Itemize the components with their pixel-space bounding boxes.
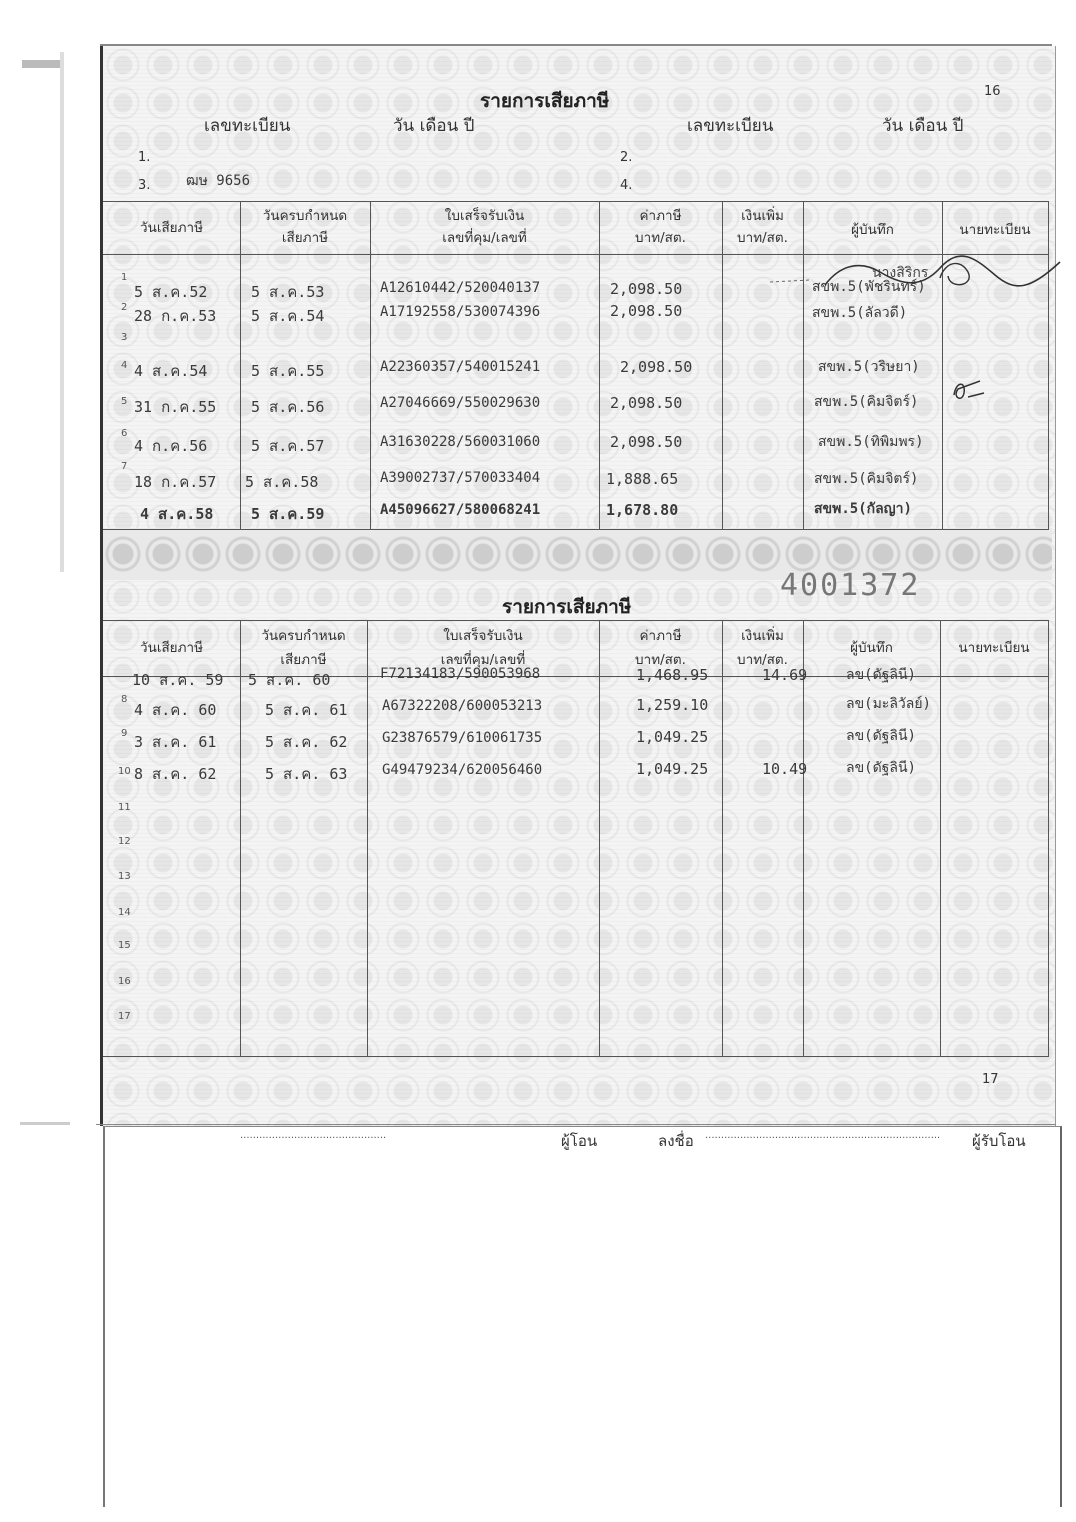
due-date: 5 ส.ค.54 xyxy=(251,307,325,325)
pay-date: 4 ก.ค.56 xyxy=(134,437,208,455)
bottom-col-line xyxy=(803,620,804,1056)
due-date: 5 ส.ค. 61 xyxy=(265,701,348,719)
tax-amount: 2,098.50 xyxy=(610,394,683,412)
top-page-title: รายการเสียภาษี xyxy=(480,90,610,112)
due-date: 5 ส.ค. 60 xyxy=(248,671,331,689)
receipt-number: G49479234/620056460 xyxy=(382,762,543,778)
due-date: 5 ส.ค.59 xyxy=(251,505,325,523)
receiver-label: ผู้รับโอน xyxy=(972,1132,1026,1150)
signature-scribble xyxy=(770,250,1070,300)
header-tax-1: ค่าภาษี xyxy=(639,628,682,644)
bottom-col-line xyxy=(722,620,723,1056)
top-col-line xyxy=(599,201,600,529)
item-2: 2. xyxy=(620,150,633,165)
header-registrar: นายทะเบียน xyxy=(958,640,1030,656)
header-receipt-2: เลขที่คุม/เลขที่ xyxy=(442,230,527,246)
top-col-line xyxy=(722,201,723,529)
header-tax-1: ค่าภาษี xyxy=(639,208,682,224)
recorder: ลข(ดัฐลินี) xyxy=(846,728,916,744)
empty-row-number: 11 xyxy=(118,802,131,813)
recorder: สขพ.5(กัลญา) xyxy=(814,501,912,517)
tax-amount: 1,888.65 xyxy=(606,470,679,488)
receipt-number: A22360357/540015241 xyxy=(380,359,541,375)
top-col-line xyxy=(240,201,241,529)
pay-date: 4 ส.ค.54 xyxy=(134,362,208,380)
due-date: 5 ส.ค.56 xyxy=(251,398,325,416)
bottom-col-line xyxy=(599,620,600,1056)
bottom-table-top xyxy=(103,620,1049,621)
receipt-number: A31630228/560031060 xyxy=(380,434,541,450)
row-number: 9 xyxy=(121,728,128,739)
due-date: 5 ส.ค.58 xyxy=(245,473,319,491)
recorder: สขพ.5(คิมจิตร์) xyxy=(814,471,919,487)
top-table-bottom xyxy=(103,529,1049,530)
pay-date: 8 ส.ค. 62 xyxy=(134,765,217,783)
pay-date: 4 ส.ค.58 xyxy=(140,505,214,523)
extra-amount: 10.49 xyxy=(762,760,808,778)
lower-blank-area xyxy=(103,1126,1062,1507)
header-receipt-1: ใบเสร็จรับเงิน xyxy=(443,628,523,644)
pay-date: 31 ก.ค.55 xyxy=(134,398,217,416)
row-number: 3 xyxy=(121,332,128,343)
receipt-number: A45096627/580068241 xyxy=(380,502,541,518)
reg-label-right: เลขทะเบียน xyxy=(687,116,774,136)
empty-row-number: 16 xyxy=(118,976,131,987)
empty-row-number: 12 xyxy=(118,836,131,847)
receipt-number: G23876579/610061735 xyxy=(382,730,543,746)
row-number: 1 xyxy=(121,272,128,283)
receipt-number: A39002737/570033404 xyxy=(380,470,541,486)
recorder: สขพ.5(คิมจิตร์) xyxy=(814,394,919,410)
bottom-col-line xyxy=(367,620,368,1056)
top-edge-line xyxy=(100,44,1052,46)
scan-mark xyxy=(22,60,62,68)
tax-amount: 2,098.50 xyxy=(620,358,693,376)
header-receipt-1: ใบเสร็จรับเงิน xyxy=(444,208,525,224)
bottom-col-line xyxy=(240,620,241,1056)
stamp-partial-text: นางสิริกร xyxy=(872,265,929,281)
tax-amount: 1,678.80 xyxy=(606,501,679,519)
header-receipt-2: เลขที่คุม/เลขที่ xyxy=(440,652,526,668)
empty-row-number: 15 xyxy=(118,940,131,951)
recorder: สขพ.5(ลัลวดี) xyxy=(812,305,908,321)
header-recorder: ผู้บันทึก xyxy=(851,222,894,238)
tax-amount: 2,098.50 xyxy=(610,280,683,298)
tax-amount: 1,468.95 xyxy=(636,666,709,684)
due-date: 5 ส.ค.55 xyxy=(251,362,325,380)
empty-row-number: 14 xyxy=(118,907,131,918)
row-number: 8 xyxy=(121,694,128,705)
row-number: 4 xyxy=(121,360,128,371)
receiver-dots: .......................................................................... xyxy=(705,1130,941,1141)
item-1: 1. xyxy=(138,150,151,165)
scan-mark xyxy=(20,1122,70,1125)
initial-mark xyxy=(950,375,990,405)
tax-amount: 1,049.25 xyxy=(636,760,709,778)
recorder: สขพ.5(พัชรินทร์) xyxy=(812,279,926,295)
header-due-2: เสียภาษี xyxy=(281,230,329,246)
overlay-number: 4001372 xyxy=(780,568,921,603)
header-tax-2: บาท/สต. xyxy=(635,652,686,668)
header-extra-1: เงินเพิ่ม xyxy=(741,208,784,224)
tax-amount: 2,098.50 xyxy=(610,302,683,320)
date-label-left: วัน เดือน ปี xyxy=(393,116,475,136)
header-extra-2: บาท/สต. xyxy=(737,652,788,668)
due-date: 5 ส.ค.57 xyxy=(251,437,325,455)
item-3: 3. xyxy=(138,178,151,193)
header-pay-date: วันเสียภาษี xyxy=(140,640,203,656)
tax-amount: 2,098.50 xyxy=(610,433,683,451)
fold-line xyxy=(96,1124,1056,1125)
pay-date: 3 ส.ค. 61 xyxy=(134,733,217,751)
pay-date: 18 ก.ค.57 xyxy=(134,473,217,491)
pay-date: 4 ส.ค. 60 xyxy=(134,701,217,719)
header-recorder: ผู้บันทึก xyxy=(850,640,893,656)
tax-amount: 1,259.10 xyxy=(636,696,709,714)
row-number: 7 xyxy=(121,461,128,472)
header-due-1: วันครบกำหนด xyxy=(262,208,348,224)
recorder: สขพ.5(วริษยา) xyxy=(818,359,920,375)
extra-amount: 14.69 xyxy=(762,666,808,684)
recorder: ลข(ดัฐลินี) xyxy=(846,760,916,776)
pay-date: 5 ส.ค.52 xyxy=(134,283,208,301)
pay-date: 10 ส.ค. 59 xyxy=(132,671,224,689)
due-date: 5 ส.ค. 63 xyxy=(265,765,348,783)
header-tax-2: บาท/สต. xyxy=(635,230,686,246)
receipt-number: A27046669/550029630 xyxy=(380,395,541,411)
item-4: 4. xyxy=(620,178,633,193)
transferor-label: ผู้โอน xyxy=(561,1132,598,1150)
tax-amount: 1,049.25 xyxy=(636,728,709,746)
empty-row-number: 17 xyxy=(118,1011,131,1022)
receipt-number: A17192558/530074396 xyxy=(380,304,541,320)
bottom-col-line xyxy=(940,620,941,1056)
row-number: 5 xyxy=(121,396,128,407)
header-extra-1: เงินเพิ่ม xyxy=(741,628,784,644)
bottom-table-bottom xyxy=(103,1056,1049,1057)
row-number: 10 xyxy=(118,766,131,777)
receipt-number: F72134183/590053968 xyxy=(380,666,541,682)
top-col-line xyxy=(370,201,371,529)
pay-date: 28 ก.ค.53 xyxy=(134,307,217,325)
header-pay-date: วันเสียภาษี xyxy=(140,220,203,236)
row-number: 2 xyxy=(121,302,128,313)
header-registrar: นายทะเบียน xyxy=(959,222,1031,238)
scan-mark xyxy=(60,52,64,572)
bottom-col-line xyxy=(1048,620,1049,1056)
item-3-value: ฒษ 9656 xyxy=(186,173,251,189)
bottom-page-title: รายการเสียภาษี xyxy=(502,596,632,618)
recorder: ลข(มะลิวัลย์) xyxy=(846,696,931,712)
date-label-right: วัน เดือน ปี xyxy=(882,116,964,136)
header-extra-2: บาท/สต. xyxy=(737,230,788,246)
header-due-2: เสียภาษี xyxy=(280,652,327,668)
due-date: 5 ส.ค. 62 xyxy=(265,733,348,751)
header-due-1: วันครบกำหนด xyxy=(261,628,346,644)
sign-label: ลงชื่อ xyxy=(658,1132,694,1150)
receipt-number: A12610442/520040137 xyxy=(380,280,541,296)
transferor-dots: .............................................. xyxy=(240,1130,387,1141)
row-number: 6 xyxy=(121,428,128,439)
empty-row-number: 13 xyxy=(118,871,131,882)
recorder: สขพ.5(ทิพิมพร) xyxy=(818,434,924,450)
top-table-border xyxy=(103,201,1049,202)
due-date: 5 ส.ค.53 xyxy=(251,283,325,301)
reg-label-left: เลขทะเบียน xyxy=(204,116,291,136)
bottom-page-number: 17 xyxy=(982,1072,999,1087)
recorder: ลข(ดัฐลินี) xyxy=(846,667,916,683)
top-page-number: 16 xyxy=(984,84,1001,99)
receipt-number: A67322208/600053213 xyxy=(382,698,543,714)
